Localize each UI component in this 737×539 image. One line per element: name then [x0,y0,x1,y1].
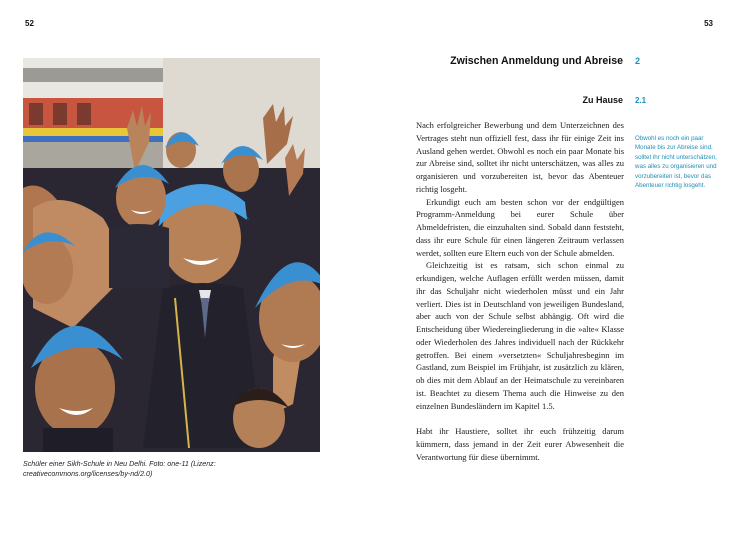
section-number: 2.1 [635,96,647,105]
paragraph: Nach erfolgreicher Bewerbung und dem Unterzeichnen des Vertrages steht nun offiziell fest, dass ihr für einige Zeit ins Ausland gehen werdet. Obwohl es noch ein paar Monate bis zur Abreise sind, solltet ihr nicht unterschätzen, was alles zu organisieren und vorzubereiten ist, bevor das Abenteuer richtig losgeht. [416,120,624,194]
margin-note: Obwohl es noch ein paar Monate bis zur Abreise sind, solltet ihr nicht unterschätzen, was alles zu organisieren und vorzubereiten ist, bevor das Abenteuer richtig losgeht. [635,135,717,190]
section-title: Zu Hause [582,95,623,105]
body-text [416,119,624,463]
students-photo [23,58,320,452]
left-page-number: 52 [25,19,34,28]
photo-caption: Schüler einer Sikh-Schule in Neu Delhi. Foto: one-11 (Lizenz: creativecommons.org/licenses/by-nd/2.0) [23,460,216,478]
paragraph: Gleichzeitig ist es ratsam, sich schon einmal zu erkundigen, welche Auflagen erfüllt werden müssen, damit ihr das Schuljahr nicht wiederholen müsst und ein Jahr verliert. Dies ist in Deutschland von jeweiligen Bundesland, aber auch von der Schule selbst abhängig. Oft wird die Entscheidung über Wiedereingliederung in die »alte« Klasse oder Wiederholen des Jahres individuell nach der Rückkehr getroffen. Bei einem »versetzten« Schuljahresbeginn im Gastland, zum Beispiel im Frühjahr, ist zusätzlich zu klären, ob dies mit dem Ablauf an der Heimatschule zu vereinbaren ist. Beachtet zu diesem Thema auch die Hinweise zu den einzelnen Bundesländern im Kapitel 1.5. [416,260,624,411]
paragraph: Habt ihr Haustiere, solltet ihr euch frühzeitig darum kümmern, dass jemand in der Zeit eurer Abwesenheit die Verantwortung für diese übernimmt. [416,426,624,462]
chapter-title: Zwischen Anmeldung und Abreise [450,55,623,67]
right-page-number: 53 [704,19,713,28]
chapter-number: 2 [635,56,641,66]
paragraph: Erkundigt euch am besten schon vor der endgültigen Programm-Anmeldung bei eurer Schule über Abmeldefristen, die einzuhalten sind. Sobald dann feststeht, dass ihr eure Schule für einen längeren Zeitraum verlassen werdet, sollten eure Eltern euch von der Schule abmelden. [416,196,624,258]
